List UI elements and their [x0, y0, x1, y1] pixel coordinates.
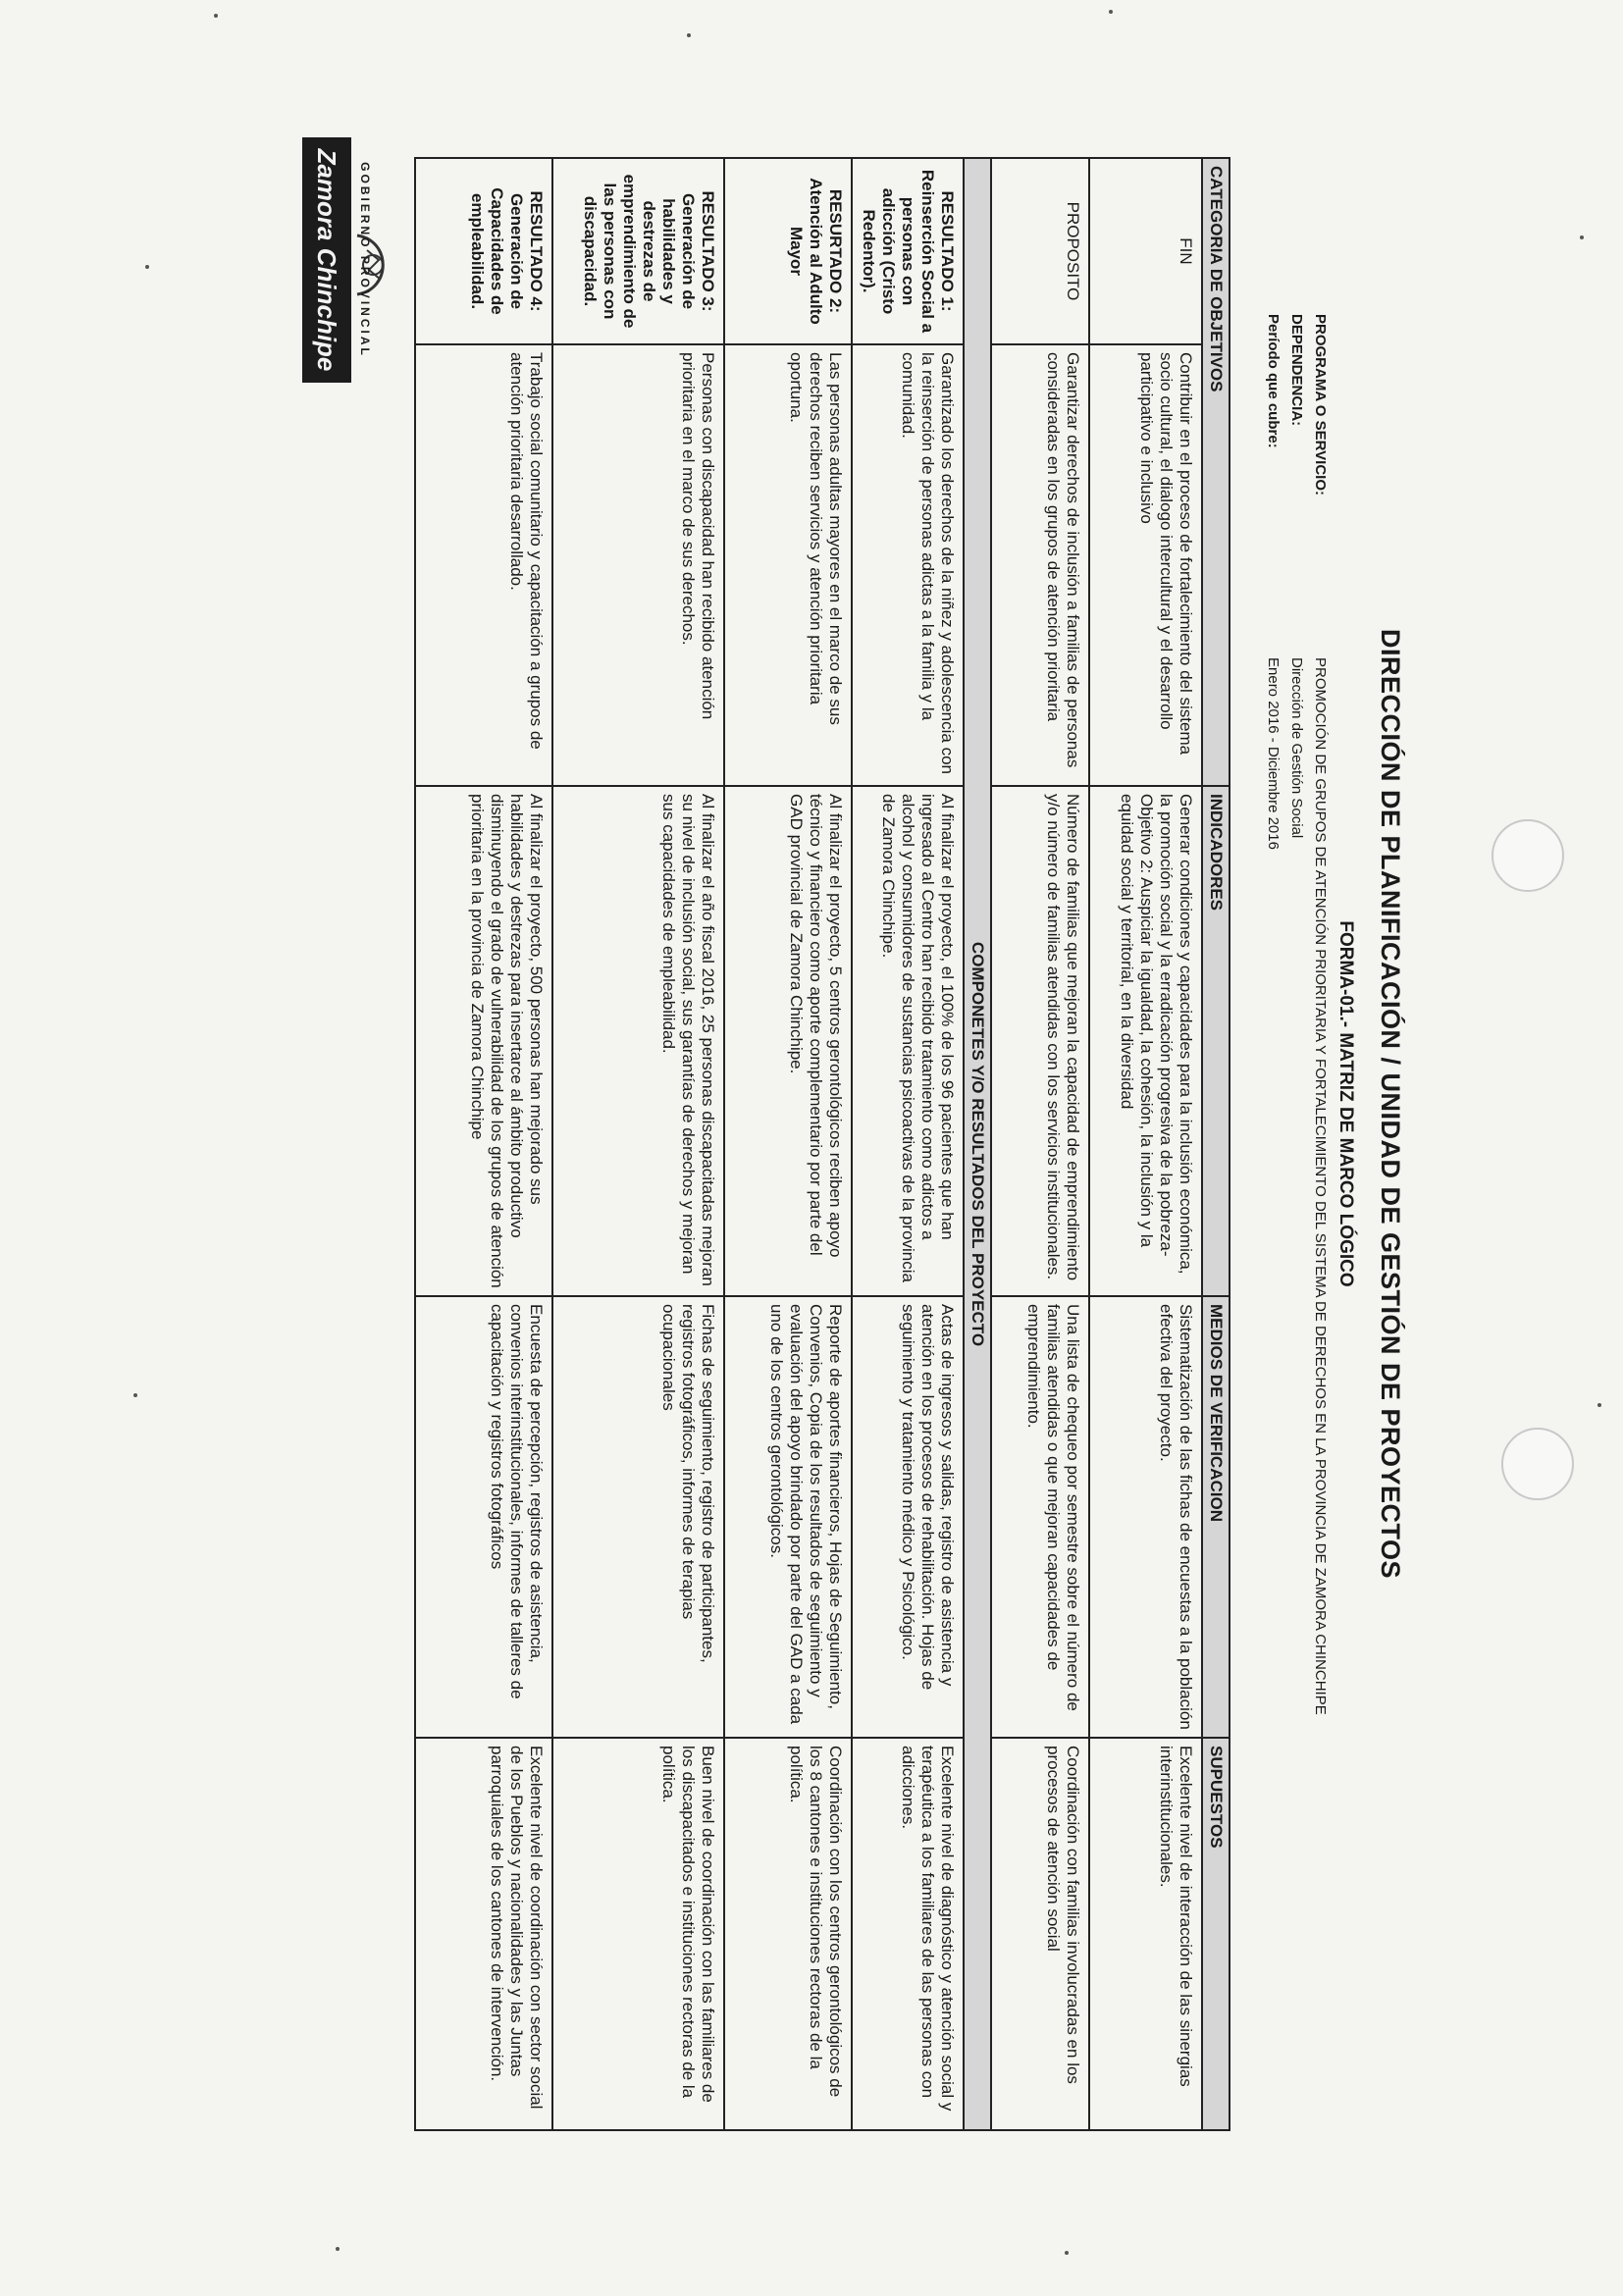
- row-category: RESULTADO 4: Generación de Capacidades de empleabilidad.: [415, 158, 552, 344]
- meta-label: Período que cubre:: [1265, 314, 1282, 448]
- row-verification: Actas de ingresos y salidas, registro de asistencia y atención en los procesos de rehabilitación. Hojas de seguimiento y tratamiento médico y Psicológico.: [852, 1296, 964, 1738]
- meta-value: PROMOCIÓN DE GRUPOS DE ATENCIÓN PRIORITARIA Y FORTALECIMIENTO DEL SISTEMA DE DERECHOS EN LA PROVINCIA DE ZAMORA CHINCHIPE: [1312, 657, 1329, 1715]
- row-verification: Fichas de seguimiento, registro de participantes, registros fotográficos, informes de terapias ocupacionales: [552, 1296, 724, 1738]
- table-row: [991, 158, 1089, 2130]
- row-indicator: Generar condiciones y capacidades para la inclusión económica, la promoción social y la erradicación progresiva de la pobreza- Objetivo 2: Auspiciar la igualdad, la cohesión, la inclusión y la equidad social y territorial, en la diversidad: [1089, 786, 1202, 1296]
- row-verification: Sistematización de las fichas de encuestas a la población efectiva del proyecto.: [1089, 1296, 1202, 1738]
- table-row: [552, 158, 724, 2130]
- row-assumption: Excelente nivel de diagnóstico y atención social y terapéutica a los familiares de las personas con adicciones.: [852, 1738, 964, 2130]
- row-assumption: Excelente nivel de interacción de las sinergias interinstitucionales.: [1089, 1738, 1202, 2130]
- row-category: FIN: [1089, 158, 1202, 344]
- row-verification: Encuesta de percepción, registros de asistencia, convenios interinstitucionales, informes de talleres de capacitación y registros fotográficos: [415, 1296, 552, 1738]
- table-row: [1089, 158, 1202, 2130]
- row-objective: Garantizar derechos de inclusión a familias de personas consideradas en los grupos de atención prioritaria: [991, 344, 1089, 786]
- row-category: PROPOSITO: [991, 158, 1089, 344]
- row-objective: Personas con discapacidad han recibido atención prioritaria en el marco de sus derechos.: [552, 344, 724, 786]
- col-header-verification: MEDIOS DE VERIFICACION: [1202, 1296, 1230, 1738]
- section-header-row: [964, 158, 991, 2130]
- row-assumption: Buen nivel de coordinación con las familiares de los discapacitados e instituciones rectoras de la política.: [552, 1738, 724, 2130]
- col-header-objectives: CATEGORIA DE OBJETIVOS: [1202, 158, 1230, 786]
- row-indicator: Al finalizar el año fiscal 2016, 25 personas discapacitadas mejoran su nivel de inclusión social, sus garantías de derechos y mejoran sus capacidades de empleabilidad.: [552, 786, 724, 1296]
- table-header-row: [1202, 158, 1230, 2130]
- form-title: FORMA-01.- MATRIZ DE MARCO LÓGICO: [1335, 920, 1356, 1287]
- row-assumption: Coordinación con familias involucradas en los procesos de atención social: [991, 1738, 1089, 2130]
- table-row: [724, 158, 852, 2130]
- section-components-title: COMPONETES Y/O RESULTADOS DEL PROYECTO: [964, 158, 991, 2130]
- row-objective: Las personas adultas mayores en el marco de sus derechos reciben servicios y atención prioritaria oportuna.: [724, 344, 852, 786]
- row-objective: Contribuir en el proceso de fortalecimiento del sistema socio cultural, el dialogo intercultural y el desarrollo participativo e inclusivo: [1089, 344, 1202, 786]
- row-verification: Una lista de chequeo por semestre sobre el número de familias atendidas o que mejoran capacidades de emprendimiento.: [991, 1296, 1089, 1738]
- logo-caption: GOBIERNO PROVINCIAL: [358, 162, 372, 358]
- row-assumption: Coordinación con los centros gerontológicos de los 8 cantones e instituciones rectoras de la política.: [724, 1738, 852, 2130]
- meta-label: PROGRAMA O SERVICIO:: [1312, 314, 1329, 496]
- row-category: RESULTADO 3: Generación de habilidades y destrezas de emprendimiento de las personas con discapacidad.: [552, 158, 724, 344]
- row-objective: Trabajo social comunitario y capacitación a grupos de atención prioritaria desarrollado.: [415, 344, 552, 786]
- table-row: [852, 158, 964, 2130]
- col-header-indicators: INDICADORES: [1202, 786, 1230, 1296]
- row-verification: Reporte de aportes financieros, Hojas de Seguimiento, Convenios, Copia de los resultados de seguimiento y evaluación del apoyo brindado por parte del GAD a cada uno de los centros gerontológicos.: [724, 1296, 852, 1738]
- meta-program: [1305, 314, 1329, 1982]
- meta-label: DEPENDENCIA:: [1288, 314, 1305, 427]
- logical-framework-table: [414, 157, 1230, 2131]
- row-assumption: Excelente nivel de coordinación con sector social de los Pueblos y nacionalidades y las Juntas parroquiales de los cantones de intervención.: [415, 1738, 552, 2130]
- program-metadata: [1258, 314, 1329, 1982]
- row-objective: Garantizado los derechos de la niñez y adolescencia con la reinserción de personas adictas a la familia y la comunidad.: [852, 344, 964, 786]
- meta-dependency: [1282, 314, 1305, 1982]
- logo-name: Zamora Chinchipe: [312, 148, 341, 372]
- table-row: [415, 158, 552, 2130]
- meta-period: [1258, 314, 1282, 1982]
- row-indicator: Al finalizar el proyecto, 500 personas han mejorado sus habilidades y destrezas para insertarce al ámbito productivo disminuyendo el grado de vulnerabilidad de los grupos de atención prioritaria en la provincia de Zamora Chinchipe: [415, 786, 552, 1296]
- meta-value: Enero 2016 - Diciembre 2016: [1265, 657, 1282, 850]
- provincial-government-logo: [279, 137, 396, 392]
- document-title: DIRECCIÓN DE PLANIFICACIÓN / UNIDAD DE GESTIÓN DE PROYECTOS: [1376, 628, 1405, 1580]
- row-category: RESURTADO 2: Atención al Adulto Mayor: [724, 158, 852, 344]
- row-category: RESULTADO 1: Reinserción Social a personas con adicción (Cristo Redentor).: [852, 158, 964, 344]
- col-header-assumptions: SUPUESTOS: [1202, 1738, 1230, 2130]
- row-indicator: Al finalizar el proyecto, el 100% de los 96 pacientes que han ingresado al Centro han recibido tratamiento como adictos a alcohol y consumidores de sustancias psicoactivas de la provincia de Zamora Chinchipe.: [852, 786, 964, 1296]
- meta-value: Dirección de Gestión Social: [1288, 657, 1305, 839]
- row-indicator: Número de familias que mejoran la capacidad de emprendimiento y/o número de familias atendidas con los servicios institucionales.: [991, 786, 1089, 1296]
- row-indicator: Al finalizar el proyecto, 5 centros gerontológicos reciben apoyo técnico y financiero como aporte complementario por parte del GAD provincial de Zamora Chinchipe.: [724, 786, 852, 1296]
